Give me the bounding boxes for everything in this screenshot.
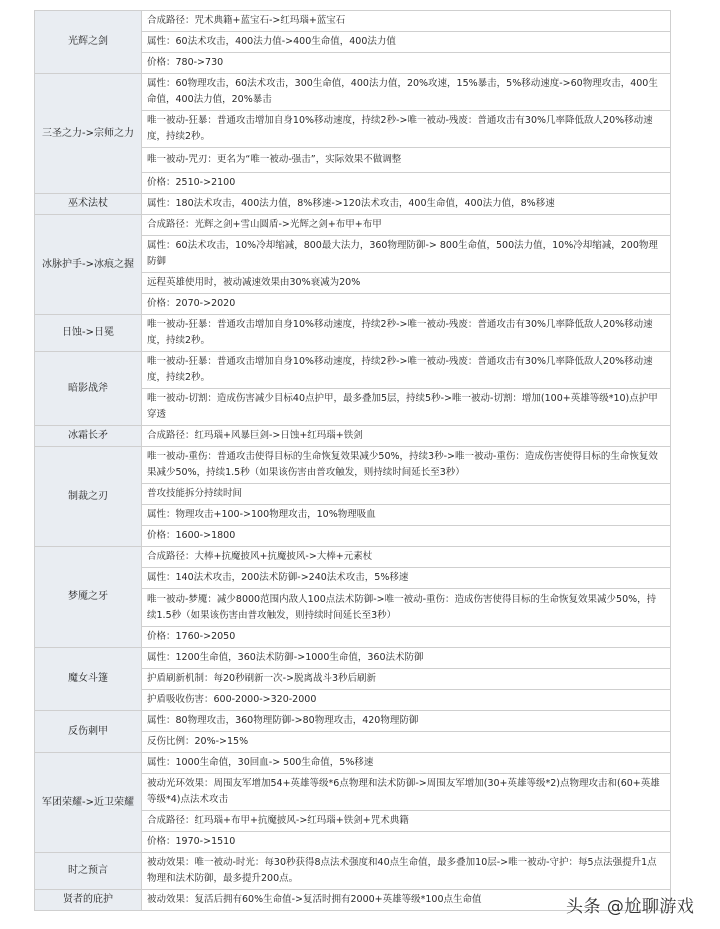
change-detail: 被动效果：复活后拥有60%生命值->复活时拥有2000+英雄等级*100点生命值: [142, 890, 671, 911]
item-name: 暗影战斧: [35, 352, 142, 426]
change-detail: 唯一被动-重伤：普通攻击使得目标的生命恢复效果减少50%，持续3秒->唯一被动-重伤：造成伤害使得目标的生命恢复效果减少50%，持续1.5秒（如果该伤害由普攻触发，则持续时间延长至3秒）: [142, 447, 671, 484]
item-name: 冰霜长矛: [35, 426, 142, 447]
change-detail: 属性：60法术攻击，400法力值->400生命值，400法力值: [142, 32, 671, 53]
table-row: [35, 315, 671, 352]
change-detail: 属性：60物理攻击，60法术攻击，300生命值，400法力值，20%攻速，15%暴击，5%移动速度->60物理攻击，400生命值，400法力值，20%暴击: [142, 74, 671, 111]
change-detail: 属性：180法术攻击，400法力值，8%移速->120法术攻击，400生命值，400法力值，8%移速: [142, 194, 671, 215]
change-detail: 唯一被动-狂暴：普通攻击增加自身10%移动速度，持续2秒->唯一被动-残废：普通攻击有30%几率降低敌人20%移动速度，持续2秒。: [142, 315, 671, 352]
table-row: [35, 352, 671, 389]
change-detail: 属性：物理攻击+100->100物理攻击，10%物理吸血: [142, 505, 671, 526]
table-row: [35, 547, 671, 568]
change-detail: 护盾刷新机制：每20秒刷新一次->脱离战斗3秒后刷新: [142, 669, 671, 690]
table-row: [35, 447, 671, 484]
change-detail: 价格：2510->2100: [142, 173, 671, 194]
change-detail: 被动光环效果：周围友军增加54+英雄等级*6点物理和法术防御->周围友军增加(30+英雄等级*2)点物理攻击和(60+英雄等级*4)点法术攻击: [142, 774, 671, 811]
change-detail: 唯一被动-狂暴：普通攻击增加自身10%移动速度，持续2秒->唯一被动-残废：普通攻击有30%几率降低敌人20%移动速度，持续2秒。: [142, 352, 671, 389]
item-name: 军团荣耀->近卫荣耀: [35, 753, 142, 853]
table-row: [35, 711, 671, 732]
item-name: 制裁之刃: [35, 447, 142, 547]
change-detail: 远程英雄使用时，被动减速效果由30%衰减为20%: [142, 273, 671, 294]
item-name: 日蚀->日冕: [35, 315, 142, 352]
change-detail: 属性：80物理攻击，360物理防御->80物理攻击，420物理防御: [142, 711, 671, 732]
item-name: 贤者的庇护: [35, 890, 142, 911]
change-detail: 唯一被动-切割：造成伤害减少目标40点护甲，最多叠加5层，持续5秒->唯一被动-切割：增加(100+英雄等级*10)点护甲穿透: [142, 389, 671, 426]
change-detail: 属性：1000生命值，30回血-> 500生命值，5%移速: [142, 753, 671, 774]
change-detail: 被动效果：唯一被动-时光：每30秒获得8点法术强度和40点生命值，最多叠加10层->唯一被动-守护：每5点法强提升1点物理和法术防御，最多提升200点。: [142, 853, 671, 890]
item-name: 光辉之剑: [35, 11, 142, 74]
table-row: [35, 11, 671, 32]
change-detail: 反伤比例：20%->15%: [142, 732, 671, 753]
table-row: [35, 648, 671, 669]
item-name: 魔女斗篷: [35, 648, 142, 711]
item-name: 冰脉护手->冰痕之握: [35, 215, 142, 315]
change-detail: 合成路径：咒术典籍+蓝宝石->红玛瑙+蓝宝石: [142, 11, 671, 32]
change-detail: 普攻技能拆分持续时间: [142, 484, 671, 505]
change-detail: 价格：1970->1510: [142, 832, 671, 853]
item-name: 时之预言: [35, 853, 142, 890]
change-detail: 合成路径：红玛瑙+风暴巨剑->日蚀+红玛瑙+铁剑: [142, 426, 671, 447]
item-name: 三圣之力->宗师之力: [35, 74, 142, 194]
table-row: [35, 853, 671, 890]
table-row: [35, 74, 671, 111]
table-row: [35, 194, 671, 215]
watermark: 头条 @尬聊游戏: [566, 897, 695, 917]
item-name: 反伤刺甲: [35, 711, 142, 753]
change-detail: 属性：140法术攻击，200法术防御->240法术攻击，5%移速: [142, 568, 671, 589]
table-row: [35, 426, 671, 447]
change-detail: 价格：1600->1800: [142, 526, 671, 547]
item-changes-table: [34, 10, 671, 911]
change-detail: 唯一被动-狂暴：普通攻击增加自身10%移动速度，持续2秒->唯一被动-残废：普通攻击有30%几率降低敌人20%移动速度，持续2秒。: [142, 111, 671, 148]
change-detail: 合成路径：光辉之剑+雪山圆盾->光辉之剑+布甲+布甲: [142, 215, 671, 236]
item-name: 梦魇之牙: [35, 547, 142, 648]
change-detail: 价格：1760->2050: [142, 627, 671, 648]
table-row: [35, 215, 671, 236]
change-detail: 唯一被动-咒刃：更名为“唯一被动-强击”，实际效果不做调整: [142, 148, 671, 173]
change-detail: 合成路径：红玛瑙+布甲+抗魔披风->红玛瑙+铁剑+咒术典籍: [142, 811, 671, 832]
table-row: [35, 753, 671, 774]
change-detail: 唯一被动-梦魇：减少8000范围内敌人100点法术防御->唯一被动-重伤：造成伤害使得目标的生命恢复效果减少50%，持续1.5秒（如果该伤害由普攻触发，则持续时间延长至3秒）: [142, 589, 671, 627]
change-detail: 护盾吸收伤害：600-2000->320-2000: [142, 690, 671, 711]
change-detail: 价格：2070->2020: [142, 294, 671, 315]
item-name: 巫术法杖: [35, 194, 142, 215]
change-detail: 属性：60法术攻击，10%冷却缩减，800最大法力，360物理防御-> 800生命值，500法力值，10%冷却缩减，200物理防御: [142, 236, 671, 273]
change-detail: 价格：780->730: [142, 53, 671, 74]
change-detail: 属性：1200生命值，360法术防御->1000生命值，360法术防御: [142, 648, 671, 669]
change-detail: 合成路径：大棒+抗魔披风+抗魔披风->大棒+元素杖: [142, 547, 671, 568]
